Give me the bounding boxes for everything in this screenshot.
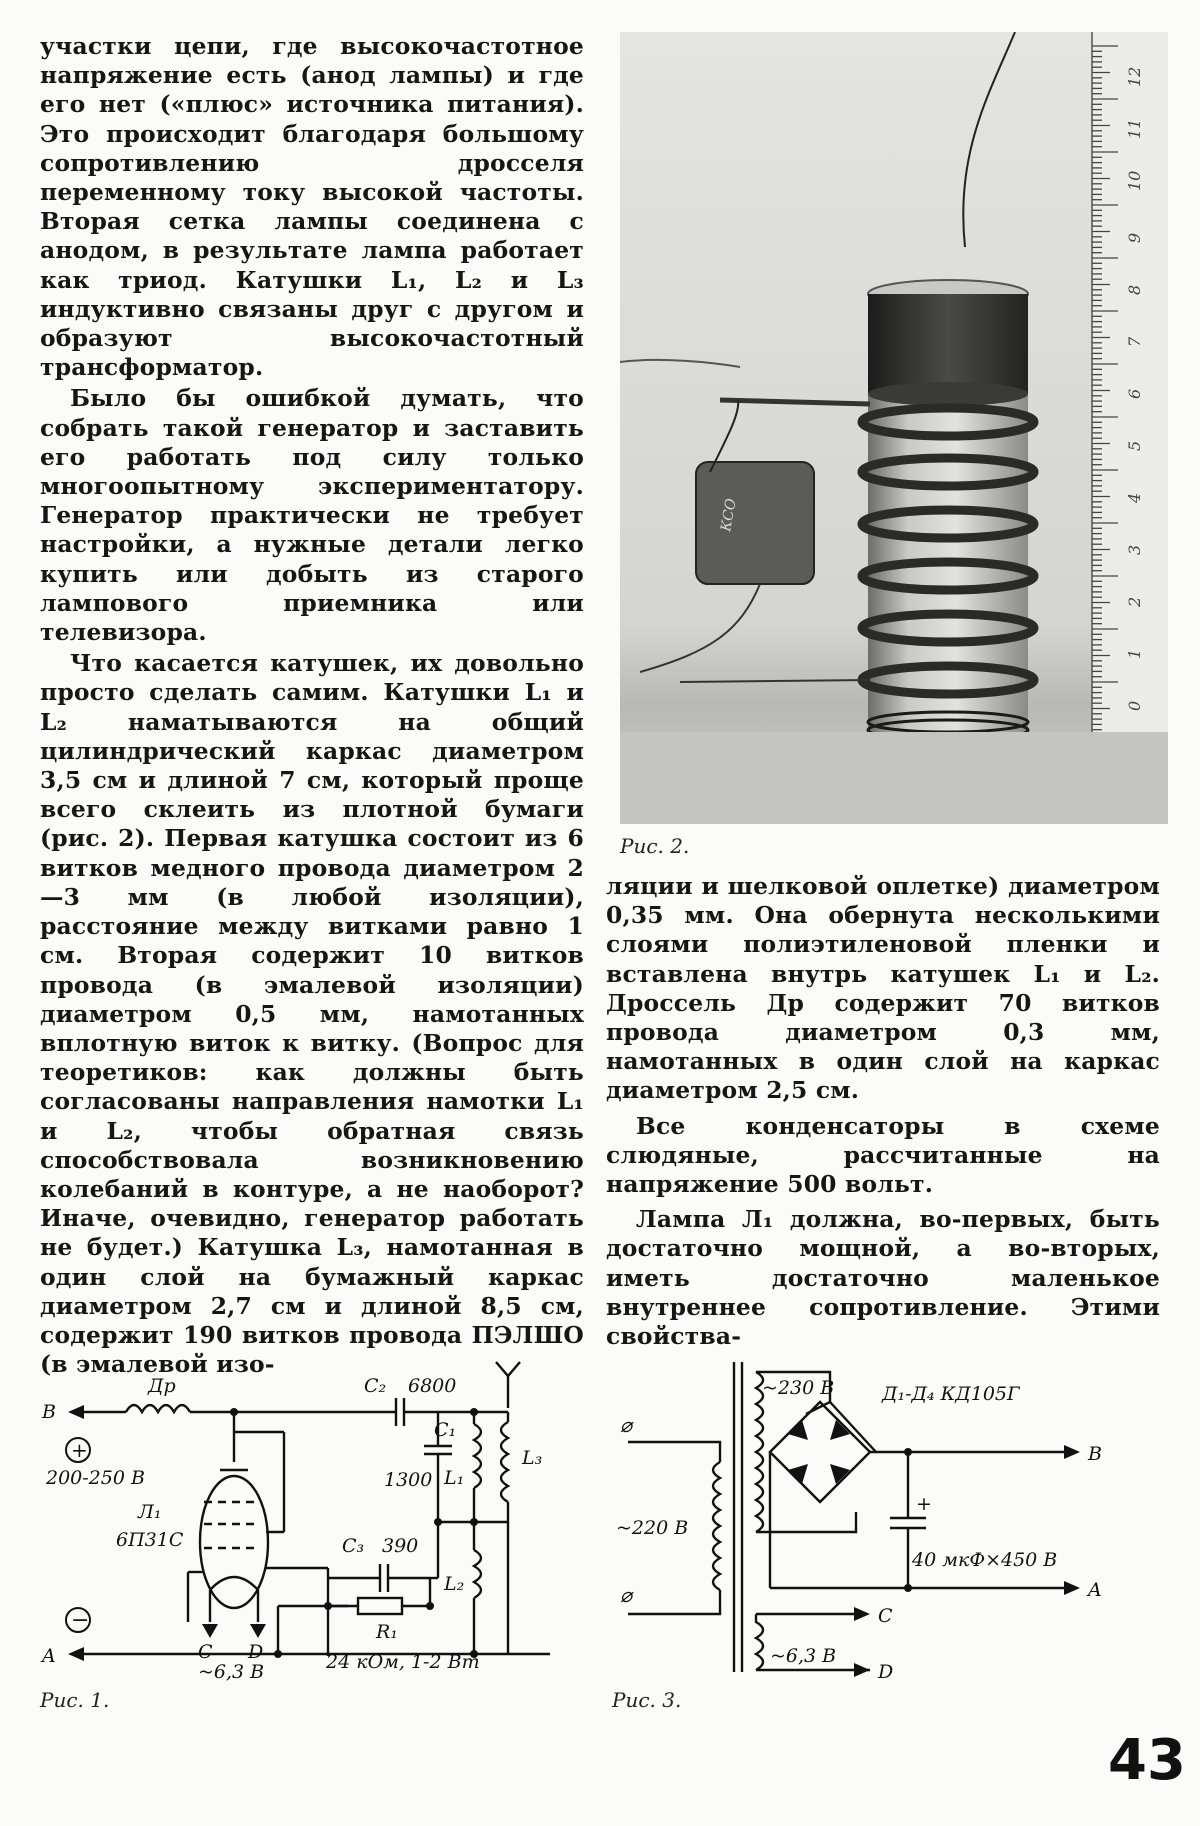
figure1-schematic — [38, 1352, 598, 1682]
ruler-number: 11 — [1125, 118, 1144, 139]
label-l1: L₁ — [444, 1467, 465, 1489]
label-diodes: Д₁-Д₄ КД105Г — [882, 1383, 1020, 1405]
label-b: B — [42, 1401, 56, 1423]
label-secondary: ~230 В — [762, 1377, 835, 1399]
label-a: A — [1088, 1579, 1102, 1601]
label-mains-plug-icon: ⌀ — [620, 1583, 633, 1607]
ruler-number: 5 — [1125, 440, 1144, 451]
left-text-column — [40, 32, 584, 1379]
ruler-number: 8 — [1125, 284, 1144, 295]
label-c2-value: 6800 — [408, 1375, 457, 1397]
coil-photo-drawing — [620, 32, 1168, 824]
label-c3-value: 390 — [382, 1535, 419, 1557]
label-l2: L₂ — [444, 1573, 465, 1595]
ruler-number: 12 — [1125, 66, 1144, 87]
label-supply-voltage: 200-250 В — [46, 1467, 145, 1489]
label-c3: C₃ — [342, 1535, 365, 1557]
label-a: A — [42, 1645, 56, 1667]
figure3-caption: Рис. 3. — [612, 1688, 682, 1712]
ruler-number: 9 — [1125, 232, 1144, 243]
label-c1: C₁ — [434, 1419, 457, 1441]
label-cap-plus: + — [916, 1493, 932, 1515]
label-b: B — [1088, 1443, 1102, 1465]
label-mains: ~220 В — [616, 1517, 689, 1539]
ruler-number: 1 — [1125, 648, 1144, 659]
paragraph: ляции и шелковой оплетке) диаметром 0,35 мм. Она обернута несколькими слоями полиэтиленовой пленки и вставлена внутрь катушек L₁ и L₂. Дроссель Др содержит 70 витков провода диаметром 0,3 мм, намотанных в один слой на каркас диаметром 2,5 см. — [606, 872, 1160, 1105]
figure2-caption: Рис. 2. — [620, 834, 690, 858]
ruler-number: 0 — [1125, 700, 1144, 711]
ruler-number: 10 — [1125, 170, 1144, 191]
ruler-number: 2 — [1125, 596, 1144, 607]
label-c1-value: 1300 — [384, 1469, 433, 1491]
figure1-caption: Рис. 1. — [40, 1688, 110, 1712]
label-c2: C₂ — [364, 1375, 387, 1397]
paragraph: Все конденсаторы в схеме слюдяные, рассчитанные на напряжение 500 вольт. — [606, 1111, 1160, 1199]
label-r1-value: 24 кОм, 1-2 Вт — [326, 1651, 480, 1673]
label-heater: ~6,3 В — [198, 1661, 265, 1682]
paragraph: Лампа Л₁ должна, во-первых, быть достаточно мощной, а во-вторых, иметь достаточно маленькое внутреннее сопротивление. Этими свойства- — [606, 1205, 1160, 1351]
ruler-number: 3 — [1125, 544, 1144, 555]
label-d: D — [248, 1641, 264, 1663]
paragraph: Что касается катушек, их довольно просто сделать самим. Катушки L₁ и L₂ наматываются на общий цилиндрический каркас диаметром 3,5 см и длиной 7 см, который проще всего склеить из плотной бумаги (рис. 2). Первая катушка состоит из 6 витков медного провода диаметром 2—3 мм (в любой изоляции), расстояние между витками равно 1 см. Вторая содержит 10 витков провода (в эмалевой изоляции) диаметром 0,5 мм, намотанных вплотную виток к витку. (Вопрос для теоретиков: как должны быть согласованы направления намотки L₁ и L₂, чтобы обратная связь способствовала возникновению колебаний в контуре, а не наоборот? Иначе, очевидно, генератор работать не будет.) Катушка L₃, намотанная в один слой на бумажный каркас диаметром 2,7 см и длиной 8,5 см, содержит 190 витков провода ПЭЛШО (в эмалевой изо- — [40, 649, 584, 1379]
ruler-number: 4 — [1125, 492, 1144, 503]
label-c: C — [198, 1641, 213, 1663]
paragraph: Было бы ошибкой думать, что собрать такой генератор и заставить его работать под силу только многоопытному экспериментатору. Генератор практически не требует настройки, а нужные детали легко купить или добыть из старого лампового приемника или телевизора. — [40, 384, 584, 647]
ruler-number: 6 — [1125, 388, 1144, 399]
label-minus: − — [71, 1608, 90, 1633]
coil-photograph — [620, 32, 1168, 824]
label-l3: L₃ — [522, 1447, 543, 1469]
component-marking: КСО — [718, 497, 740, 533]
label-choke: Др — [148, 1375, 176, 1397]
label-d: D — [878, 1661, 894, 1682]
label-c: C — [878, 1605, 893, 1627]
right-text-column — [606, 872, 1160, 1351]
label-r1: R₁ — [376, 1621, 398, 1643]
label-heater: ~6,3 В — [770, 1645, 837, 1667]
page-number: 43 — [1108, 1728, 1186, 1793]
label-plus: + — [71, 1438, 88, 1462]
label-lamp: Л₁ — [138, 1501, 162, 1523]
figure3-schematic — [610, 1352, 1170, 1682]
label-capacitor: 40 мкФ×450 В — [912, 1549, 1058, 1571]
ruler-number: 7 — [1125, 336, 1144, 347]
paragraph: участки цепи, где высокочастотное напряжение есть (анод лампы) и где его нет («плюс» источника питания). Это происходит благодаря большому сопротивлению дросселя переменному току высокой частоты. Вторая сетка лампы соединена с анодом, в результате лампа работает как триод. Катушки L₁, L₂ и L₃ индуктивно связаны друг с другом и образуют высокочастотный трансформатор. — [40, 32, 584, 382]
label-mains-plug-icon: ⌀ — [620, 1413, 633, 1437]
label-lamp-type: 6П31С — [116, 1529, 184, 1551]
